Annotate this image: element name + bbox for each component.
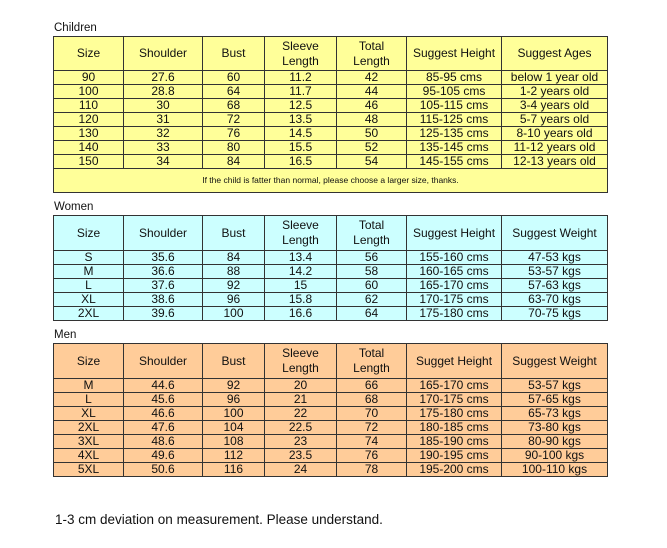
table-cell: 60 <box>203 71 265 85</box>
table-cell: 125-135 cms <box>407 127 502 141</box>
table-cell: 170-175 cms <box>407 293 502 307</box>
table-cell: 44 <box>337 85 407 99</box>
table-cell: 39.6 <box>124 307 203 321</box>
women-size-table <box>53 215 608 321</box>
table-row <box>54 141 608 155</box>
table-row <box>54 435 608 449</box>
column-header: Size <box>54 216 124 251</box>
table-cell: 27.6 <box>124 71 203 85</box>
column-header: Suggest Weight <box>502 344 608 379</box>
table-row <box>54 85 608 99</box>
column-header: Shoulder <box>124 216 203 251</box>
table-cell: 53-57 kgs <box>502 379 608 393</box>
table-row <box>54 99 608 113</box>
table-cell: 11-12 years old <box>502 141 608 155</box>
column-header: Total Length <box>337 344 407 379</box>
table-cell: 22.5 <box>265 421 337 435</box>
column-header: Suggest Height <box>407 216 502 251</box>
table-cell: 5-7 years old <box>502 113 608 127</box>
table-cell: 50.6 <box>124 463 203 477</box>
table-cell: 80-90 kgs <box>502 435 608 449</box>
table-cell: 60 <box>337 279 407 293</box>
table-cell: 47.6 <box>124 421 203 435</box>
column-header: Shoulder <box>124 37 203 71</box>
table-cell: 100 <box>203 307 265 321</box>
table-cell: 44.6 <box>124 379 203 393</box>
table-cell: 165-170 cms <box>407 379 502 393</box>
header-row <box>54 344 608 379</box>
column-header: Total Length <box>337 37 407 71</box>
column-header: Suggest Weight <box>502 216 608 251</box>
table-cell: 195-200 cms <box>407 463 502 477</box>
table-cell: 90-100 kgs <box>502 449 608 463</box>
table-cell: 30 <box>124 99 203 113</box>
table-cell: 46.6 <box>124 407 203 421</box>
children-note: If the child is fatter than normal, please choose a larger size, thanks. <box>54 169 608 193</box>
table-cell: 14.5 <box>265 127 337 141</box>
table-cell: 24 <box>265 463 337 477</box>
table-cell: 15.5 <box>265 141 337 155</box>
table-cell: 2XL <box>54 307 124 321</box>
table-cell: 95-105 cms <box>407 85 502 99</box>
table-cell: S <box>54 251 124 265</box>
column-header: Size <box>54 344 124 379</box>
column-header: Bust <box>203 344 265 379</box>
table-cell: 72 <box>203 113 265 127</box>
column-header: Sleeve Length <box>265 216 337 251</box>
table-cell: 110 <box>54 99 124 113</box>
column-header: Sleeve Length <box>265 37 337 71</box>
men-size-table <box>53 343 608 477</box>
table-cell: 165-170 cms <box>407 279 502 293</box>
table-cell: 16.6 <box>265 307 337 321</box>
men-section-title: Men <box>54 329 77 341</box>
table-cell: 3XL <box>54 435 124 449</box>
table-row <box>54 449 608 463</box>
table-cell: 46 <box>337 99 407 113</box>
header-row <box>54 216 608 251</box>
column-header: Suggest Height <box>407 37 502 71</box>
table-cell: 115-125 cms <box>407 113 502 127</box>
table-cell: 70-75 kgs <box>502 307 608 321</box>
children-section-title: Children <box>54 22 97 34</box>
table-cell: 47-53 kgs <box>502 251 608 265</box>
table-cell: 170-175 cms <box>407 393 502 407</box>
deviation-note: 1-3 cm deviation on measurement. Please understand. <box>55 512 383 527</box>
table-cell: 20 <box>265 379 337 393</box>
note-row <box>54 169 608 193</box>
table-cell: 160-165 cms <box>407 265 502 279</box>
table-cell: 14.2 <box>265 265 337 279</box>
table-cell: 13.4 <box>265 251 337 265</box>
table-row <box>54 393 608 407</box>
table-cell: 155-160 cms <box>407 251 502 265</box>
table-cell: 73-80 kgs <box>502 421 608 435</box>
table-cell: 68 <box>337 393 407 407</box>
table-cell: 100 <box>203 407 265 421</box>
table-row <box>54 407 608 421</box>
table-cell: 104 <box>203 421 265 435</box>
table-cell: 50 <box>337 127 407 141</box>
table-cell: 12.5 <box>265 99 337 113</box>
table-cell: 78 <box>337 463 407 477</box>
table-cell: 23 <box>265 435 337 449</box>
table-cell: 108 <box>203 435 265 449</box>
column-header: Size <box>54 37 124 71</box>
header-row <box>54 37 608 71</box>
table-cell: 65-73 kgs <box>502 407 608 421</box>
table-cell: 52 <box>337 141 407 155</box>
table-cell: 180-185 cms <box>407 421 502 435</box>
table-cell: 53-57 kgs <box>502 265 608 279</box>
table-cell: 84 <box>203 155 265 169</box>
table-cell: XL <box>54 293 124 307</box>
table-row <box>54 265 608 279</box>
table-cell: 11.7 <box>265 85 337 99</box>
table-cell: 85-95 cms <box>407 71 502 85</box>
table-cell: 5XL <box>54 463 124 477</box>
table-cell: 92 <box>203 279 265 293</box>
table-row <box>54 71 608 85</box>
table-cell: 140 <box>54 141 124 155</box>
table-cell: 13.5 <box>265 113 337 127</box>
table-row <box>54 421 608 435</box>
table-row <box>54 307 608 321</box>
table-cell: 56 <box>337 251 407 265</box>
table-cell: 100-110 kgs <box>502 463 608 477</box>
table-cell: 36.6 <box>124 265 203 279</box>
women-section-title: Women <box>54 201 94 213</box>
column-header: Bust <box>203 216 265 251</box>
table-cell: 90 <box>54 71 124 85</box>
table-cell: 74 <box>337 435 407 449</box>
table-cell: 8-10 years old <box>502 127 608 141</box>
table-cell: 62 <box>337 293 407 307</box>
table-cell: 15 <box>265 279 337 293</box>
table-cell: 150 <box>54 155 124 169</box>
table-cell: below 1 year old <box>502 71 608 85</box>
table-cell: 22 <box>265 407 337 421</box>
table-cell: 54 <box>337 155 407 169</box>
table-cell: 66 <box>337 379 407 393</box>
table-cell: 2XL <box>54 421 124 435</box>
table-cell: 112 <box>203 449 265 463</box>
table-cell: XL <box>54 407 124 421</box>
table-row <box>54 127 608 141</box>
table-row <box>54 463 608 477</box>
table-row <box>54 379 608 393</box>
table-cell: 96 <box>203 293 265 307</box>
table-cell: L <box>54 393 124 407</box>
table-cell: 130 <box>54 127 124 141</box>
table-cell: 35.6 <box>124 251 203 265</box>
table-row <box>54 279 608 293</box>
table-cell: M <box>54 265 124 279</box>
table-cell: 175-180 cms <box>407 407 502 421</box>
table-cell: 175-180 cms <box>407 307 502 321</box>
table-cell: 48.6 <box>124 435 203 449</box>
table-cell: 31 <box>124 113 203 127</box>
table-cell: 3-4 years old <box>502 99 608 113</box>
table-cell: 116 <box>203 463 265 477</box>
column-header: Shoulder <box>124 344 203 379</box>
table-cell: 76 <box>337 449 407 463</box>
table-cell: 88 <box>203 265 265 279</box>
table-cell: 185-190 cms <box>407 435 502 449</box>
table-cell: M <box>54 379 124 393</box>
table-cell: 64 <box>337 307 407 321</box>
table-cell: 68 <box>203 99 265 113</box>
table-cell: 12-13 years old <box>502 155 608 169</box>
table-cell: 48 <box>337 113 407 127</box>
table-cell: 28.8 <box>124 85 203 99</box>
table-row <box>54 155 608 169</box>
table-cell: 190-195 cms <box>407 449 502 463</box>
table-cell: 11.2 <box>265 71 337 85</box>
table-cell: 120 <box>54 113 124 127</box>
table-cell: 84 <box>203 251 265 265</box>
table-cell: 100 <box>54 85 124 99</box>
table-cell: 34 <box>124 155 203 169</box>
table-cell: 72 <box>337 421 407 435</box>
table-cell: 70 <box>337 407 407 421</box>
column-header: Bust <box>203 37 265 71</box>
table-cell: 57-63 kgs <box>502 279 608 293</box>
table-cell: 49.6 <box>124 449 203 463</box>
table-cell: 21 <box>265 393 337 407</box>
table-cell: 57-65 kgs <box>502 393 608 407</box>
table-cell: 37.6 <box>124 279 203 293</box>
table-cell: 58 <box>337 265 407 279</box>
table-cell: 4XL <box>54 449 124 463</box>
table-cell: 1-2 years old <box>502 85 608 99</box>
table-cell: 15.8 <box>265 293 337 307</box>
table-cell: 16.5 <box>265 155 337 169</box>
column-header: Total Length <box>337 216 407 251</box>
table-cell: 33 <box>124 141 203 155</box>
table-cell: 23.5 <box>265 449 337 463</box>
table-cell: 63-70 kgs <box>502 293 608 307</box>
column-header: Suggest Ages <box>502 37 608 71</box>
children-size-table <box>53 36 608 193</box>
column-header: Sleeve Length <box>265 344 337 379</box>
table-cell: 38.6 <box>124 293 203 307</box>
table-row <box>54 113 608 127</box>
table-cell: 96 <box>203 393 265 407</box>
table-cell: L <box>54 279 124 293</box>
table-cell: 76 <box>203 127 265 141</box>
table-cell: 45.6 <box>124 393 203 407</box>
table-cell: 42 <box>337 71 407 85</box>
column-header: Sugget Height <box>407 344 502 379</box>
table-cell: 105-115 cms <box>407 99 502 113</box>
table-cell: 80 <box>203 141 265 155</box>
table-cell: 32 <box>124 127 203 141</box>
table-row <box>54 251 608 265</box>
table-cell: 135-145 cms <box>407 141 502 155</box>
table-cell: 64 <box>203 85 265 99</box>
table-cell: 92 <box>203 379 265 393</box>
table-row <box>54 293 608 307</box>
table-cell: 145-155 cms <box>407 155 502 169</box>
